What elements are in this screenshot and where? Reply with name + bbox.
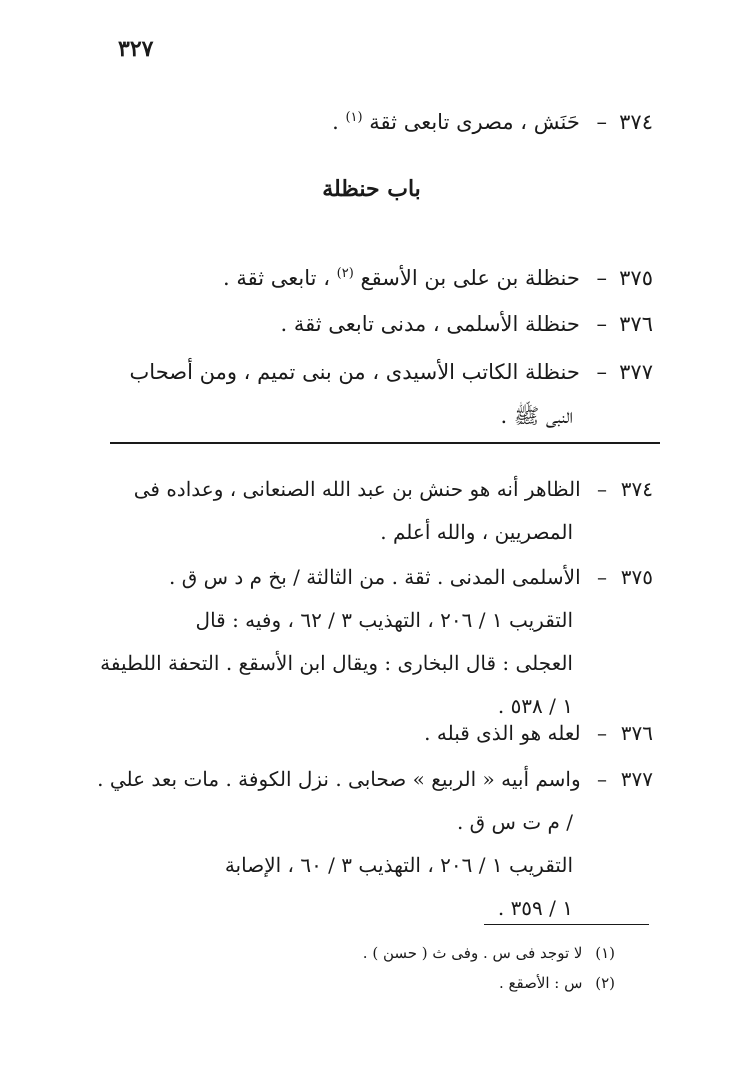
page-number: ٣٢٧: [118, 36, 154, 62]
note-line: / م ت س ق .: [456, 810, 573, 834]
note-line: لعله هو الذى قبله .: [424, 721, 581, 745]
entry-number: ٣٧٥: [619, 266, 653, 290]
entry-375: ٣٧٥– حنظلة بن على بن الأسقع $^{(٢)}$ ، تابعى ثقة .: [93, 252, 653, 300]
footnote-text: س : الأصقع .: [498, 974, 583, 992]
entry-number: ٣٧٧: [619, 360, 653, 384]
note-line: ١ / ٣٥٩ .: [497, 896, 573, 920]
footnote-ref: (٢): [336, 266, 354, 281]
note-374: ٣٧٤– الظاهر أنه هو حنش بن عبد الله الصنعانى ، وعداده فى المصريين ، والله أعلم .: [93, 468, 653, 554]
footnote-number: (١): [595, 944, 615, 962]
entry-number: ٣٧٦: [619, 312, 653, 336]
entry-377: ٣٧٧– حنظلة الكاتب الأسيدى ، من بنى تميم ، ومن أصحاب النبى ﷺ .: [93, 350, 653, 438]
note-377: ٣٧٧– واسم أبيه « الربيع » صحابى . نزل الكوفة . مات بعد علي . / م ت س ق . التقريب ١ / ٢٠٦ ، التهذيب ٣ / ٦٠ ، الإصابة ١ / ٣٥٩ .: [93, 758, 653, 930]
section-heading: باب حنظلة: [322, 176, 421, 202]
footnote-2: [195, 974, 615, 992]
footnote-text: لا توجد فى س . وفى ث ( حسن ) .: [362, 944, 583, 962]
note-line: المصريين ، والله أعلم .: [380, 520, 573, 544]
note-number: ٣٧٧: [620, 767, 653, 791]
note-line: العجلى : قال البخارى : ويقال ابن الأسقع . التحفة اللطيفة: [100, 651, 573, 675]
entry-end: .: [332, 110, 339, 134]
note-number: ٣٧٤: [620, 477, 653, 501]
note-376: ٣٧٦– لعله هو الذى قبله .: [93, 712, 653, 755]
note-line: التقريب ١ / ٢٠٦ ، التهذيب ٣ / ٦٢ ، وفيه : قال: [195, 608, 573, 632]
note-line: واسم أبيه « الربيع » صحابى . نزل الكوفة . مات بعد علي .: [97, 767, 581, 791]
footnote-divider: [484, 924, 649, 925]
entry-text: حنظلة بن على بن الأسقع: [360, 266, 580, 290]
note-number: ٣٧٦: [620, 721, 653, 745]
entry-text: حنظلة الأسلمى ، مدنى تابعى ثقة .: [280, 312, 580, 336]
note-line: الأسلمى المدنى . ثقة . من الثالثة / بخ م د س ق .: [168, 565, 581, 589]
note-number: ٣٧٥: [620, 565, 653, 589]
entry-374: ٣٧٤– حَنَش ، مصرى تابعى ثقة $^{(١)}$ .: [93, 96, 653, 144]
note-line: الظاهر أنه هو حنش بن عبد الله الصنعانى ، وعداده فى: [133, 477, 581, 501]
footnote-number: (٢): [595, 974, 615, 992]
entry-text: حنظلة الكاتب الأسيدى ، من بنى تميم ، ومن أصحاب: [129, 360, 580, 384]
note-line: ١ / ٥٣٨ .: [497, 694, 573, 718]
entry-end: ، تابعى ثقة .: [223, 266, 330, 290]
entry-376: ٣٧٦– حنظلة الأسلمى ، مدنى تابعى ثقة .: [93, 302, 653, 346]
note-375: ٣٧٥– الأسلمى المدنى . ثقة . من الثالثة / بخ م د س ق . التقريب ١ / ٢٠٦ ، التهذيب ٣ / ٦٢ ، وفيه : قال العجلى : قال البخارى : ويقال ابن الأسقع . التحفة اللطيفة ١ / ٥٣٨ .: [93, 556, 653, 728]
entry-continuation: النبى ﷺ .: [500, 404, 573, 428]
main-divider: [110, 442, 660, 444]
footnote-1: [195, 944, 615, 962]
entry-number: ٣٧٤: [619, 110, 653, 134]
note-line: التقريب ١ / ٢٠٦ ، التهذيب ٣ / ٦٠ ، الإصابة: [224, 853, 573, 877]
entry-text: حَنَش ، مصرى تابعى ثقة: [369, 110, 580, 134]
footnote-ref: (١): [345, 110, 363, 125]
